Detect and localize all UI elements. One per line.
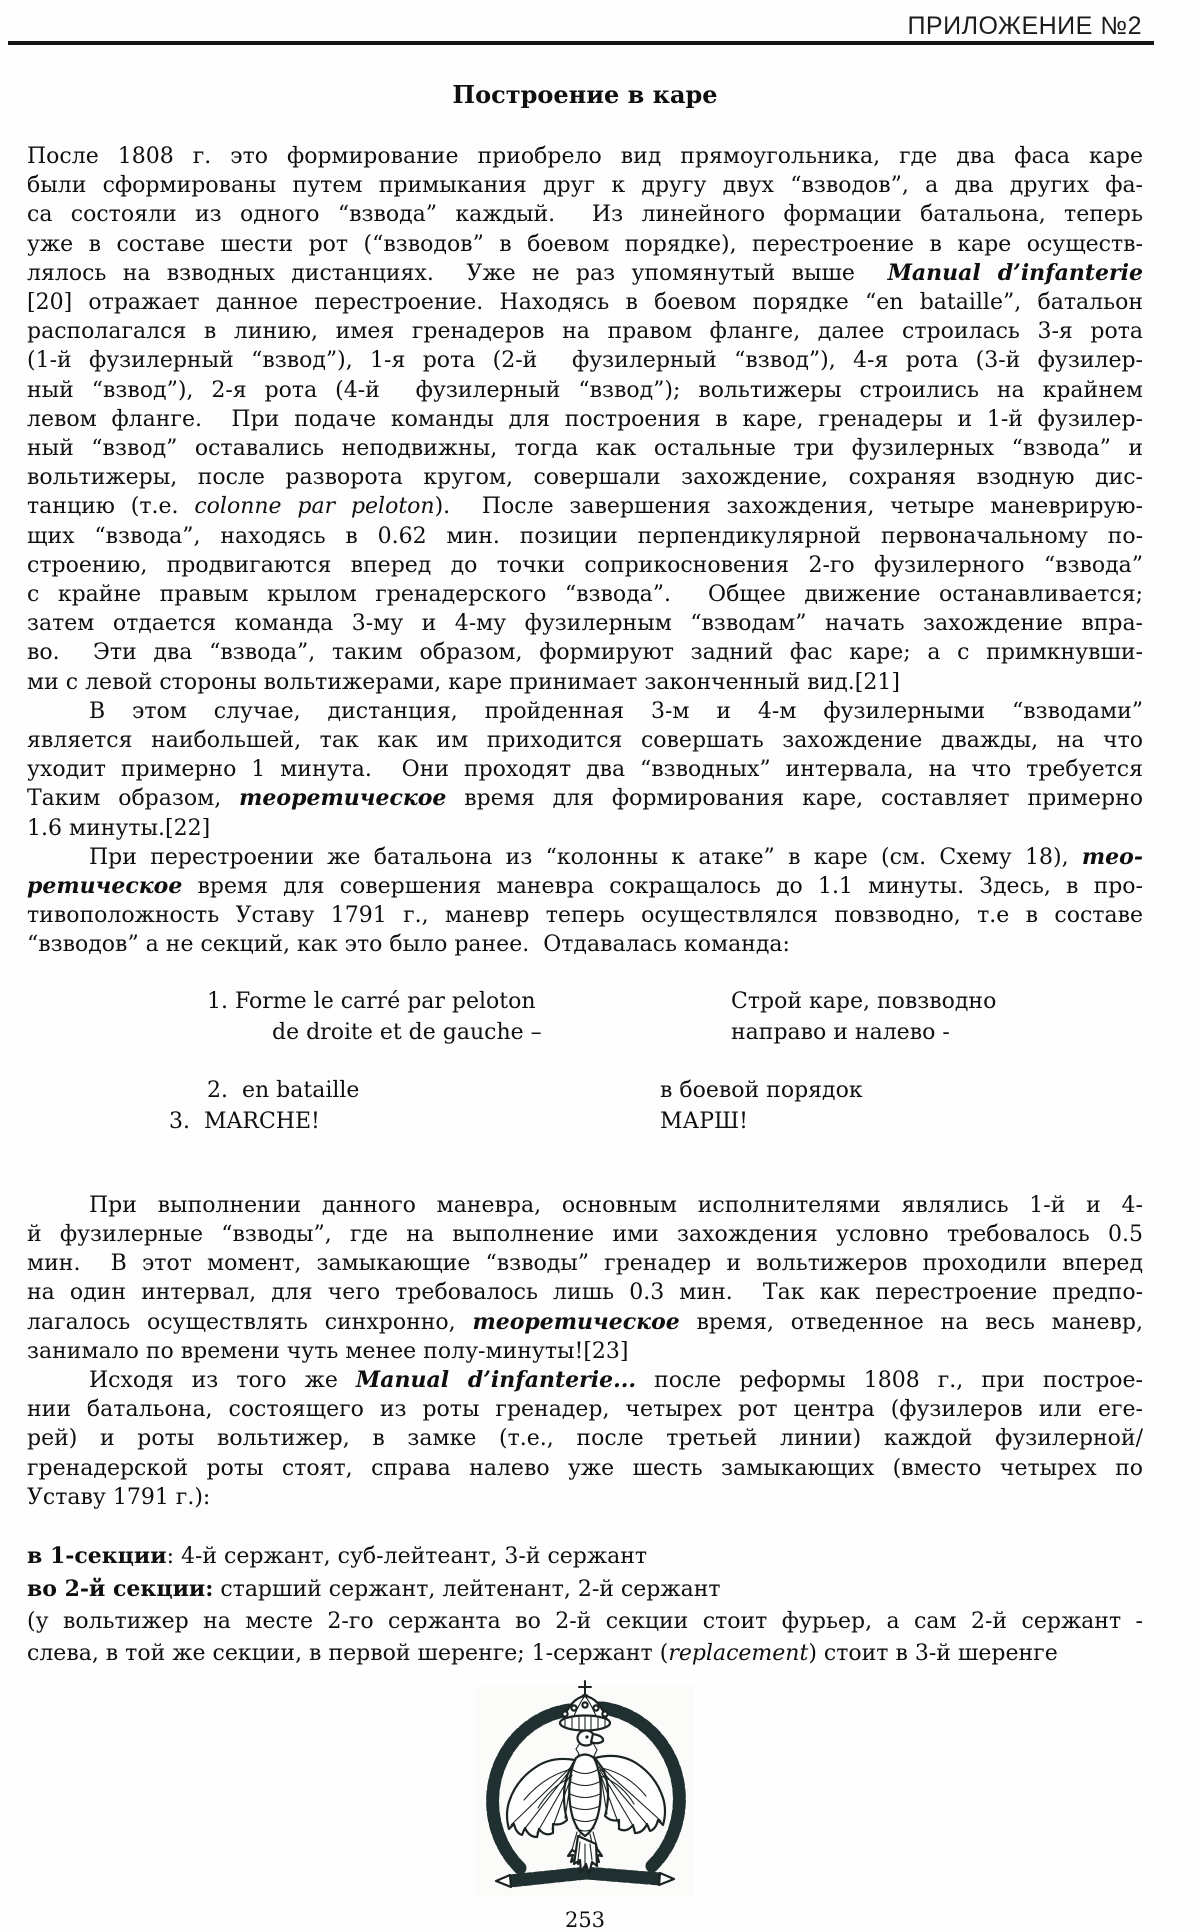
text-line: [27, 171, 1143, 200]
text-line: [27, 1220, 1143, 1249]
text-segment: во. Эти два “взвода”, таким образом, формируют задний фас каре; а с примкнувши-: [27, 640, 1143, 666]
text-line: [27, 200, 1143, 229]
text-segment: танцию (т.е.: [27, 494, 195, 520]
text-segment: При выполнении данного маневра, основным исполнителями являлись 1-й и 4-: [89, 1192, 1143, 1218]
sections-list: [27, 1540, 1143, 1670]
text-segment: После 1808 г. это формирование приобрело вид прямоугольника, где два фаса каре: [27, 144, 1143, 169]
command-line: 1. Forme le carré par peloton: [207, 988, 536, 1014]
text-segment: располагался в линию, имея гренадеров на правом фланге, далее строилась 3-я рота: [27, 319, 1143, 345]
text-line: [27, 405, 1143, 434]
text-segment: [20] отражает данное перестроение. Находясь в боевом порядке “en bataille”, батальон: [27, 290, 1143, 316]
text-segment: Manual d’infanterie: [887, 259, 1143, 286]
text-segment: время для совершения маневра сокращалось до 1.1 минуты. Здесь, в про-: [182, 874, 1143, 900]
text-segment: : 4-й сержант, суб-лейтеант, 3-й сержант: [166, 1543, 648, 1569]
document-body: [27, 142, 1143, 1670]
text-line: [27, 697, 1143, 726]
text-line: [27, 1454, 1143, 1483]
text-line: [27, 434, 1143, 463]
text-line: [27, 142, 1143, 171]
command-list: [27, 986, 1143, 1137]
text-segment: строению, продвигаются вперед до точки соприкосновения 2-го фузилерного “взвода”: [27, 552, 1143, 578]
command-line: 2. en bataille: [207, 1077, 360, 1103]
text-segment: ). После завершения захождения, четыре маневрирую-: [434, 494, 1143, 520]
text-line: [27, 1540, 1143, 1573]
paragraph-5: [27, 1366, 1143, 1512]
command-row: [27, 1075, 1143, 1106]
text-line: [27, 580, 1143, 609]
text-line: [27, 1278, 1143, 1307]
text-line: [27, 784, 1143, 813]
text-segment: (у вольтижер на месте 2-го сержанта во 2-й секции стоит фурьер, а сам 2-й сержант -: [27, 1608, 1143, 1634]
text-segment: й фузилерные “взводы”, где на выполнение ими захождения условно требовалось 0.5: [27, 1221, 1143, 1247]
text-segment: лялось на взводных дистанциях. Уже не раз упомянутый выше: [27, 260, 888, 286]
text-segment: Таким образом,: [27, 786, 240, 812]
text-segment: Manual d’infanterie...: [355, 1366, 637, 1393]
text-segment: гренадерской роты стоят, справа налево уже шесть замыкающих (вместо четырех по: [27, 1455, 1143, 1481]
text-segment: Уставу 1791 г.):: [27, 1484, 211, 1510]
text-segment: занимало по времени чуть менее полу-минуты![23]: [27, 1338, 629, 1364]
emblem-container: [27, 1674, 1143, 1904]
text-line: [27, 376, 1143, 405]
document-title: Построение в каре: [452, 80, 718, 109]
text-segment: В этом случае, дистанция, пройденная 3-м и 4-м фузилерными “взводами”: [89, 698, 1143, 724]
text-line: [27, 1483, 1143, 1512]
paragraph-1: [27, 142, 1143, 697]
text-line: [27, 1191, 1143, 1220]
text-line: [27, 638, 1143, 667]
text-line: [27, 755, 1143, 784]
text-line: [27, 1249, 1143, 1278]
text-line: [27, 843, 1143, 872]
text-line: [27, 1366, 1143, 1395]
text-segment: са состояли из одного “взвода” каждый. Из линейного формации батальона, теперь: [27, 202, 1143, 228]
text-segment: colonne par peloton: [194, 494, 435, 520]
text-segment: 1.6 минуты.[22]: [27, 815, 211, 841]
text-line: [27, 1395, 1143, 1424]
text-segment: теоретическое: [472, 1308, 680, 1335]
text-segment: Исходя из того же: [89, 1367, 356, 1393]
text-segment: теоретическое: [239, 785, 447, 812]
text-line: [27, 1424, 1143, 1453]
text-segment: в 1-секции: [27, 1542, 167, 1569]
text-line: [27, 872, 1143, 901]
text-segment: щих “взвода”, находясь в 0.62 мин. позиции перпендикулярной первоначальному по-: [27, 523, 1143, 549]
command-row: [27, 986, 1143, 1048]
text-line: [27, 230, 1143, 259]
text-line: [27, 259, 1143, 288]
text-segment: ) стоит в 3-й шеренге: [808, 1640, 1058, 1666]
text-segment: “взводов” а не секций, как это было ранее. Отдавалась команда:: [27, 932, 790, 958]
text-segment: ретическое: [27, 873, 183, 900]
command-line: 3. MARCHE!: [169, 1108, 320, 1134]
text-segment: нии батальона, состоящего из роты гренадер, четырех рот центра (фузилеров или еге-: [27, 1397, 1143, 1423]
header-rule: [8, 41, 1154, 45]
text-line: [27, 1308, 1143, 1337]
text-line: [27, 930, 1143, 959]
text-segment: тивоположность Уставу 1791 г., маневр теперь осуществлялся повзводно, т.е в составе: [27, 903, 1143, 929]
command-french-column: [27, 1075, 1143, 1106]
text-segment: ми с левой стороны вольтижерами, каре принимает законченный вид.[21]: [27, 669, 900, 695]
document-content: [27, 80, 1143, 1932]
text-line: [27, 668, 1143, 697]
text-segment: на один интервал, для чего требовалось лишь 0.3 мин. Так как перестроение предпо-: [27, 1280, 1143, 1306]
text-line: [27, 814, 1143, 843]
command-line: de droite et de gauche –: [272, 1019, 542, 1045]
text-segment: затем отдается команда 3-му и 4-му фузилерным “взводам” начать захождение впра-: [27, 611, 1143, 637]
text-line: [27, 1606, 1143, 1638]
paragraph-3: [27, 843, 1143, 960]
command-russian-column: [660, 1075, 863, 1106]
text-segment: (1-й фузилерный “взвод”), 1-я рота (2-й фузилерный “взвод”), 4-я рота (3-й фузилер-: [27, 348, 1143, 374]
text-segment: ный “взвод” оставались неподвижны, тогда как остальные три фузилерных “взвода” и: [27, 436, 1143, 462]
text-line: [27, 522, 1143, 551]
text-line: [27, 551, 1143, 580]
command-russian-column: [731, 986, 996, 1048]
imperial-eagle-emblem: [476, 1674, 694, 1900]
text-segment: левом фланге. При подаче команды для построения в каре, гренадеры и 1-й фузилер-: [27, 406, 1143, 432]
text-segment: были сформированы путем примыкания друг к другу двух “взводов”, а два других фа-: [27, 173, 1143, 199]
text-segment: ный “взвод”), 2-я рота (4-й фузилерный “взвод”); вольтижеры строились на крайнем: [27, 377, 1143, 403]
command-line: в боевой порядок: [660, 1077, 863, 1103]
text-segment: является наибольшей, так как им приходится совершать захождение дважды, на что: [27, 728, 1143, 754]
text-line: [27, 346, 1143, 375]
command-french-column: [27, 1106, 1143, 1137]
text-segment: лагалось осуществлять синхронно,: [27, 1309, 473, 1335]
text-line: [27, 492, 1143, 521]
text-line: [27, 463, 1143, 492]
text-line: [27, 609, 1143, 638]
text-segment: во 2-й секции:: [27, 1575, 214, 1602]
command-line: Строй каре, повзводно: [731, 988, 997, 1014]
text-segment: уже в составе шести рот (“взводов” в боевом порядке), перестроение в каре осуществ-: [27, 231, 1143, 257]
text-segment: При перестроении же батальона из “колонны к атаке” в каре (см. Схему 18),: [89, 844, 1082, 870]
command-line: направо и налево -: [731, 1019, 950, 1045]
page-header-appendix-label: ПРИЛОЖЕНИЕ №2: [907, 12, 1142, 40]
text-segment: replacement: [668, 1640, 809, 1666]
text-segment: мин. В этот момент, замыкающие “взводы” гренадер и вольтижеров проходили вперед: [27, 1251, 1143, 1277]
text-segment: вольтижеры, после разворота кругом, совершали захождение, сохраняя взодную дис-: [27, 465, 1143, 491]
text-segment: время для формирования каре, составляет примерно: [446, 786, 1144, 812]
text-segment: после реформы 1808 г., при построе-: [636, 1367, 1143, 1393]
text-segment: время, отведенное на весь маневр,: [679, 1309, 1144, 1335]
page-number: 253: [564, 1907, 606, 1932]
text-segment: рей) и роты вольтижер, в замке (т.е., после третьей линии) каждой фузилерной/: [27, 1426, 1143, 1452]
text-line: [27, 1337, 1143, 1366]
text-segment: слева, в той же секции, в первой шеренге; 1-сержант (: [27, 1640, 669, 1666]
text-segment: с крайне правым крылом гренадерского “взвода”. Общее движение останавливается;: [27, 582, 1143, 608]
paragraph-4: [27, 1191, 1143, 1366]
text-segment: тео-: [1081, 843, 1143, 870]
text-segment: уходит примерно 1 минута. Они проходят два “взводных” интервала, на что требуется: [27, 757, 1143, 783]
command-row: [27, 1106, 1143, 1137]
text-line: [27, 317, 1143, 346]
paragraph-2: [27, 697, 1143, 843]
text-line: [27, 288, 1143, 317]
command-line: МАРШ!: [660, 1108, 748, 1134]
text-line: [27, 726, 1143, 755]
text-line: [27, 901, 1143, 930]
command-russian-column: [660, 1106, 748, 1137]
text-line: [27, 1638, 1143, 1670]
text-line: [27, 1573, 1143, 1606]
text-segment: старший сержант, лейтенант, 2-й сержант: [213, 1576, 721, 1602]
